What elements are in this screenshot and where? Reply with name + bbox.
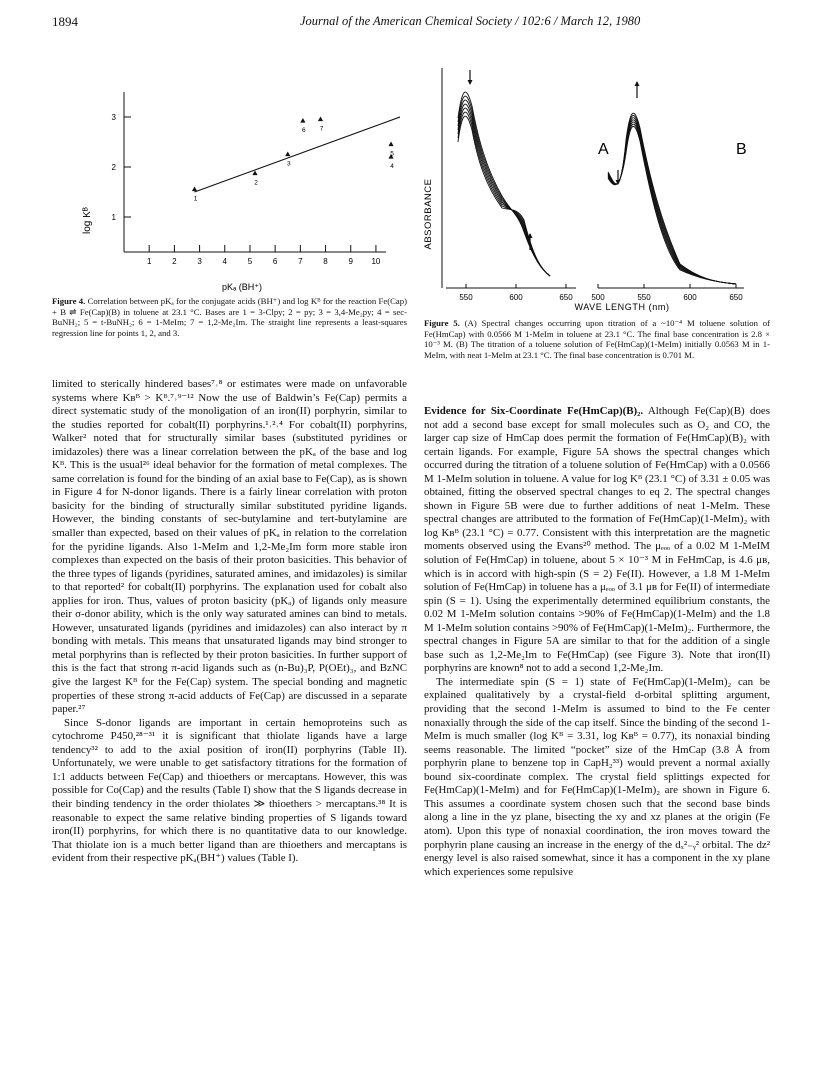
page-number: 1894 — [52, 14, 78, 29]
regression-line — [195, 112, 400, 192]
x-tick-label: 7 — [298, 257, 303, 266]
x-tick-label: 600 — [509, 293, 523, 302]
x-tick-label: 2 — [172, 257, 177, 266]
spectrum-curve-b — [608, 124, 736, 284]
data-point — [388, 142, 393, 147]
data-point — [192, 187, 197, 192]
data-point-label: 6 — [302, 127, 306, 134]
data-point — [318, 117, 323, 122]
figure-5-plot-area — [442, 68, 744, 302]
data-point — [252, 171, 257, 176]
figure-4-caption-text: Correlation between pKₐ for the conjugate acids (BH⁺) and log Kᴮ for the reaction Fe(Cap) + B ⇌ Fe(Cap)(B) in toluene at 23.1 °C. Bases are 1 = 3-Clpy; 2 = py; 3 = 3,4-Me₂py; 4 = sec-BuNH₂; 5 = t-BuNH₂; 6 = 1-MeIm; 7 = 1,2-Me₂Im. The straight line represents a least-squares regression line for points 1, 2, and 3. — [52, 296, 407, 338]
spectrum-curve-a — [458, 116, 550, 276]
x-tick-label: 4 — [222, 257, 227, 266]
figure-5-xlabel: WAVE LENGTH (nm) — [574, 302, 670, 312]
data-point-label: 2 — [254, 179, 258, 187]
x-tick-label: 6 — [272, 257, 278, 266]
figure-4-ylabel: log Kᴮ — [82, 207, 93, 234]
spectrum-curve-a — [458, 108, 550, 276]
x-tick-label: 1 — [146, 257, 152, 266]
figure-4-caption-label: Figure 4. — [52, 296, 86, 306]
x-tick-label: 9 — [348, 257, 353, 266]
body-paragraph: The intermediate spin (S = 1) state of Fe(HmCap)(1-MeIm)₂ can be explained qualitatively by a crystal-field d-orbital splitting argument, providing that the second 1-MeIm is assumed to bind to the Fe center nonaxially through the side of the cap itself. Since the binding of the second 1-MeIm is much smaller (log Kᴮ = 3.31, log Kʙᴮ = 0.77), its nonaxial binding seems reasonable. The limited “pocket” size of the HmCap (3.8 Å from porphyrin plane to benzene top in CapH₂³³) would prevent a normal axially bound six-coordinate complex. The crystal field splittings expected for Fe(HmCap)(1-MeIm) and for Fe(HmCap)(1-MeIm)₂ are shown in Figure 6. This assumes a coordinate system chosen such that the second base binds along a line in the yz plane, bisecting the xy and xz planes at the origin (Fe atom). Upon this type of nonaxial coordination, the iron moves toward the porphyrin plane causing an increase in the energy of the dₓ²₋ᵧ² orbital. The dz² energy level is also raised somewhat, since it has a component in the xy plane which experiences some repulsive — [424, 675, 770, 878]
section-heading: Evidence for Six-Coordinate Fe(HmCap)(B)₂. — [424, 405, 644, 417]
left-column — [52, 378, 407, 866]
data-point — [285, 152, 290, 157]
figure-5-panel-b: B — [736, 141, 747, 158]
data-point-label: 4 — [390, 163, 394, 170]
spectrum-curve-a — [458, 112, 550, 276]
spectrum-arrow-head — [635, 81, 640, 86]
x-tick-label: 3 — [197, 257, 202, 266]
spectrum-arrow-head — [468, 80, 473, 85]
figure-5-ylabel: ABSORBANCE — [423, 178, 434, 250]
x-tick-label: 550 — [459, 293, 473, 302]
data-point-label: 5 — [390, 150, 394, 158]
figure-4-caption — [52, 296, 407, 338]
x-tick-label: 8 — [323, 257, 328, 266]
data-point — [300, 118, 305, 123]
figure-5-caption-text: (A) Spectral changes occurring upon titration of a ~10⁻⁴ M toluene solution of Fe(HmCap) with 0.0566 M 1-MeIm in toluene at 23.1 °C. The final base concentration is 2.8 × 10⁻³ M. (B) The titration of a toluene solution of Fe(HmCap)(1-MeIm) initially 0.0563 M in 1-MeIm, with neat 1-MeIm at 23.1 °C. The final base concentration is 0.701 M. — [424, 318, 771, 360]
figure-4-chart — [80, 84, 400, 294]
data-point-label: 3 — [286, 160, 291, 168]
y-tick-label: 1 — [111, 213, 116, 222]
body-paragraph: limited to sterically hindered bases⁷˒⁸ or estimates were made on unfavorable systems where Kʙᴮ > Kᴮ.⁷˒⁹⁻¹² Now the use of Baldwin’s Fe(Cap) permits a direct systematic study of the monoligation of an iron(II) porphyrin, similar to the studies reported for cobalt(II) porphyrins.¹˒²˒⁴ For cobalt(II) porphyrins, Walker² noted that for structurally similar bases (substituted pyridines or imidazoles) there was a linear correlation between the pKₐ of the base and log Kᴮ. This is the usual²⁶ ideal behavior for the formation of metal complexes. The same correlation is found for the binding of an axial base to Fe(Cap), as is shown in Figure 4 for N-donor ligands. There is a fairly linear correlation with proton basicity for the binding of structurally similar substituted pyridine ligands. However, the binding constants of sec-butylamine and tert-butylamine are smaller than expected, based on their values of pKₐ in relation to the correlation for the pyridine ligands. Also 1-MeIm and 1,2-Me₂Im form more stable iron complexes than expected on the basis of their proton basicities. This behavior of the three types of ligands (pyridines, saturated amines, and imidazoles) is similar to that reported² for cobalt(II) porphyrins. The explanation used for cobalt also applies for iron. Thus, values of proton basicity (pKₐ) of ligands only measure their σ-donor ability, which is the only way saturated amines can bind to metals. However, unsaturated ligands (pyridines and imidazoles) can also interact by π bonding with metals. This means that unsaturated ligands may bind stronger to metal porphyrins than is reflected by their proton basicities. In further support of this is the fact that strong π-acid ligands such as (n-Bu)₃P, P(OEt)₃, and BzNC give the largest Kᴮ for the Fe(Cap) system. The special bonding and magnetic properties of these strong π-acid adducts of Fe(Cap) are discussed in a separate paper.²⁷ — [52, 378, 407, 716]
data-point-label: 1 — [193, 195, 198, 203]
x-tick-label: 5 — [247, 257, 253, 266]
x-tick-label: 550 — [637, 293, 651, 302]
journal-header: Journal of the American Chemical Society / 102:6 / March 12, 1980 — [300, 14, 641, 28]
data-point-label: 7 — [319, 125, 324, 133]
right-column — [424, 405, 770, 879]
x-tick-label: 10 — [371, 257, 381, 266]
y-tick-label: 2 — [111, 163, 116, 172]
figure-5-caption — [424, 318, 770, 360]
x-tick-label: 500 — [591, 293, 605, 302]
figure-5-caption-label: Figure 5. — [424, 318, 460, 328]
figure-5-chart — [418, 64, 768, 314]
figure-4-xlabel: pKₐ (BH⁺) — [221, 282, 263, 292]
x-tick-label: 650 — [559, 293, 573, 302]
y-tick-label: 3 — [111, 113, 116, 122]
x-tick-label: 600 — [683, 293, 697, 302]
x-tick-label: 650 — [729, 293, 743, 302]
body-text: Although Fe(Cap)(B) does not add a second base except for small molecules such as O₂ and CO, the larger cap size of HmCap does permit the formation of Fe(HmCap)(B)₂ with certain ligands. For example, Figure 5A shows the spectral changes which occurred during the titration of a toluene solution of Fe(HmCap) with a 0.0566 M 1-MeIm solution in toluene. A value for log Kᴮ (23.1 °C) of 3.31 ± 0.05 was obtained, fitting the observed spectral changes to eq 2. The spectral changes shown in Figure 5B were due to further additions of neat 1-MeIm. These spectral changes are attributed to the formation of Fe(HmCap)(1-MeIm)₂ with log Kʙᴮ (23.1 °C) = 0.77. Consistent with this interpretation are the magnetic moments observed using the Evans²⁰ method. The μₑₒₒ of a 0.02 M 1-MeIM solution of Fe(HmCap) in toluene, about 5 × 10⁻³ M in FeHmCap, is 4.6 μʙ, which is in accord with high-spin (S = 2) Fe(II). However, a 1.8 M 1-MeIm solution of Fe(HmCap) in toluene has a μₑₒₒ of 3.1 μʙ for Fe(II) of intermediate spin (S = 1). Using the experimentally determined equilibrium constants, the 0.02 M 1-MeIm solution contains >90% of Fe(HmCap)(1-MeIm) and the 1.8 M 1-MeIm solution contains >90% of Fe(HmCap)(1-MeIm)₂. Furthermore, the spectral changes in Figure 5A are similar to that for the addition of a single base such as 1,2-Me₂Im to Fe(HmCap) (see Figure 3). Note that iron(II) porphyrins are known⁸ not to add a second 1,2-Me₂Im. — [424, 405, 770, 675]
body-paragraph — [424, 405, 770, 676]
figure-4-plot-area — [112, 92, 400, 266]
body-paragraph: Since S-donor ligands are important in certain hemoproteins such as cytochrome P450,²⁸⁻³¹ it is significant that thiolate ligands have a large tendency³² to add to the axial position of iron(II) porphyrins (Table II). Unfortunately, we were unable to get satisfactory titrations for the formation of 1:1 adducts between Fe(Cap) and thioethers or mercaptans. However, this was possible for Co(Cap) and the results (Table I) show that the S ligands decrease in their binding tendency in the order thiolates ≫ thioethers > mercaptans.³⁸ It is reasonable to expect the same relative binding properties of S ligands toward iron(II) porphyrins, for which there is no quantitative data to our knowledge. That thiolate ion is a much better ligand than are thioethers and mercaptans is evident from their respective pKₐ(BH⁺) values (Table I). — [52, 716, 407, 865]
spectrum-curve-b — [608, 126, 736, 284]
figure-5-panel-a: A — [598, 141, 609, 158]
